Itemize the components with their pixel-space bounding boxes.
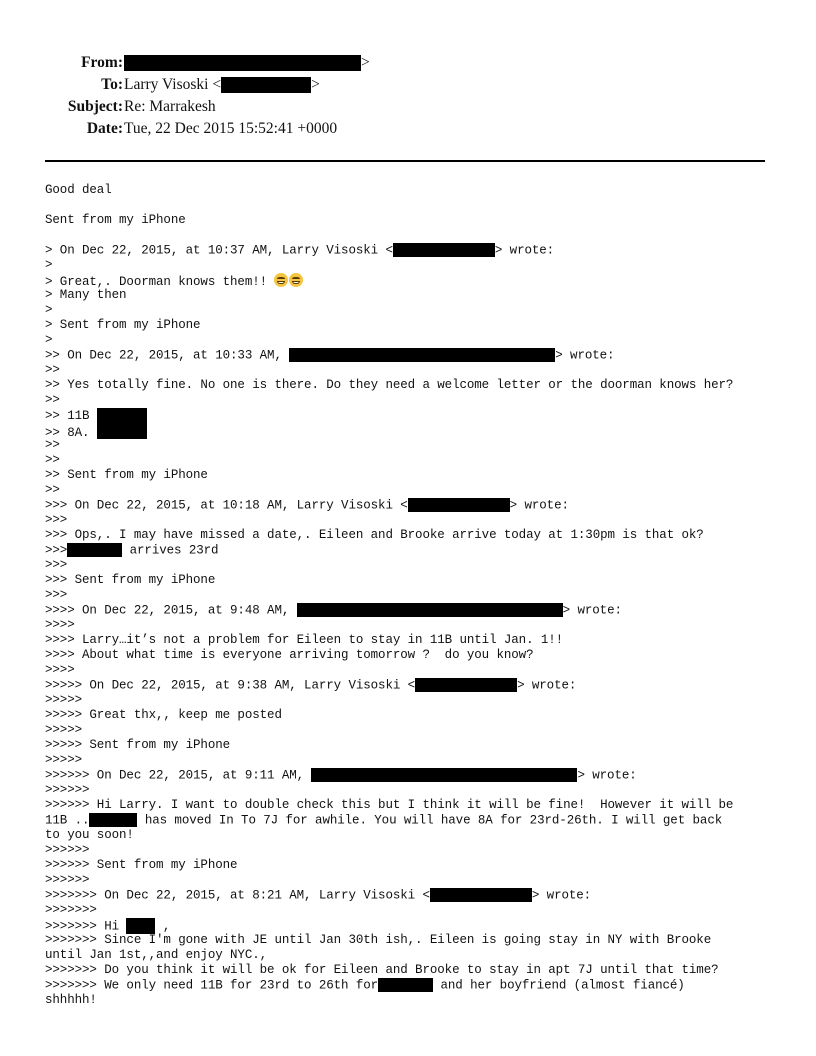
body-line: >>>>: [45, 618, 75, 632]
body-line: [45, 978, 685, 993]
body-line: >>>>: [45, 663, 75, 677]
body-line: [45, 408, 147, 424]
date-value: Tue, 22 Dec 2015 15:52:41 +0000: [124, 120, 338, 137]
body-line: >>>>>>> Since I'm gone with JE until Jan 30th ish,. Eileen is going stay in NY with Brooke: [45, 933, 712, 947]
quote-header-text: >>>>> On Dec 22, 2015, at 9:38 AM, Larry Visoski <: [45, 678, 416, 693]
body-line: >>>>>: [45, 753, 83, 767]
body-line: >>: [45, 438, 60, 452]
body-line: [45, 423, 147, 441]
redaction-block: [378, 978, 433, 992]
body-line: >>>: [45, 513, 68, 527]
quote-header-line: [45, 678, 576, 693]
quote-header-suffix: > wrote:: [509, 498, 569, 513]
quote-header-line: [45, 768, 637, 783]
redaction-block: [67, 543, 122, 557]
quote-header-text: >> On Dec 22, 2015, at 10:33 AM,: [45, 348, 290, 363]
body-line: >>>> Larry…it’s not a problem for Eileen to stay in 11B until Jan. 1!!: [45, 633, 564, 647]
body-line: >>>>>: [45, 723, 83, 737]
date-label: Date:: [86, 120, 123, 137]
body-line: >>> Sent from my iPhone: [45, 573, 216, 587]
body-text: >>>: [45, 543, 68, 558]
quote-header-line: [45, 888, 591, 903]
body-text: has moved In To 7J for awhile. You will have 8A for 23rd-26th. I will get back: [137, 813, 723, 828]
redaction-block: [311, 768, 577, 782]
body-line: >>>>>>: [45, 843, 90, 857]
body-line: >>>: [45, 588, 68, 602]
body-line: shhhhh!: [45, 993, 97, 1007]
body-line: >>>>>: [45, 693, 83, 707]
from-label: From:: [81, 54, 123, 71]
body-line: >: [45, 303, 53, 317]
quote-header-suffix: > wrote:: [577, 768, 637, 783]
header-divider: [45, 160, 765, 162]
body-line: Good deal: [45, 183, 112, 197]
quote-header-text: >>>>>>> On Dec 22, 2015, at 8:21 AM, Larry Visoski <: [45, 888, 430, 903]
to-label: To:: [101, 76, 123, 93]
body-text: >>>>>>> Hi: [45, 919, 127, 934]
subject-label: Subject:: [67, 98, 123, 115]
redaction-block: [89, 813, 137, 827]
redaction-block: [221, 77, 311, 93]
quote-header-suffix: > wrote:: [555, 348, 615, 363]
body-line: >>>>>> Hi Larry. I want to double check this but I think it will be fine! However it will be: [45, 798, 734, 812]
quote-header-suffix: > wrote:: [494, 243, 555, 258]
subject-value: Re: Marrakesh: [124, 98, 216, 115]
body-line: >>>>> Great thx,, keep me posted: [45, 708, 282, 722]
body-line: >>: [45, 363, 60, 377]
quote-header-text: > On Dec 22, 2015, at 10:37 AM, Larry Visoski <: [45, 243, 393, 258]
to-suffix: >: [311, 76, 320, 93]
body-line: >>> Ops,. I may have missed a date,. Eileen and Brooke arrive today at 1:30pm is that ok?: [45, 528, 704, 542]
redaction-block: [415, 678, 517, 692]
body-line: >>>>>>> Do you think it will be ok for Eileen and Brooke to stay in apt 7J until that time?: [45, 963, 719, 977]
quote-header-line: [45, 348, 614, 363]
to-value: Larry Visoski <: [124, 76, 222, 93]
body-line: >: [45, 333, 53, 347]
redaction-block: [393, 243, 495, 257]
body-line: >>>>>>: [45, 873, 90, 887]
body-text: ,: [155, 919, 171, 934]
quote-header-suffix: > wrote:: [562, 603, 622, 618]
body-line: >> Sent from my iPhone: [45, 468, 208, 482]
body-text: >> 8A.: [45, 426, 97, 440]
quote-header-line: [45, 603, 622, 618]
body-line: >>>>>>>: [45, 903, 97, 917]
body-line: >>>> About what time is everyone arriving tomorrow ? do you know?: [45, 648, 534, 662]
body-text: arrives 23rd: [122, 543, 219, 558]
grinning-face-emoji-icon: [274, 273, 288, 287]
body-text: > Great,. Doorman knows them!!: [45, 275, 275, 289]
body-line: >>: [45, 393, 60, 407]
from-suffix: >: [361, 54, 370, 71]
body-line: > Sent from my iPhone: [45, 318, 201, 332]
redaction-block: [297, 603, 563, 617]
body-line: >> Yes totally fine. No one is there. Do they need a welcome letter or the doorman knows her?: [45, 378, 734, 392]
redaction-block: [126, 918, 155, 934]
quote-header-text: >>> On Dec 22, 2015, at 10:18 AM, Larry Visoski <: [45, 498, 408, 513]
redaction-block: [408, 498, 510, 512]
body-line: >: [45, 258, 53, 272]
quote-header-line: [45, 243, 554, 258]
redaction-block: [97, 408, 147, 424]
body-line: >>>>> Sent from my iPhone: [45, 738, 231, 752]
body-text: >> 11B: [45, 409, 97, 423]
redaction-block: [430, 888, 532, 902]
body-line: >>: [45, 453, 60, 467]
quote-header-text: >>>>>> On Dec 22, 2015, at 9:11 AM,: [45, 768, 312, 783]
body-line: until Jan 1st,,and enjoy NYC.,: [45, 948, 268, 962]
body-text: and her boyfriend (almost fiancé): [433, 978, 685, 993]
body-line: > Many then: [45, 288, 127, 302]
redaction-block: [289, 348, 555, 362]
body-line: [45, 918, 170, 934]
body-line: >>>>>> Sent from my iPhone: [45, 858, 238, 872]
quote-header-text: >>>> On Dec 22, 2015, at 9:48 AM,: [45, 603, 297, 618]
body-line: >>>: [45, 558, 68, 572]
body-text: >>>>>>> We only need 11B for 23rd to 26th for: [45, 978, 379, 993]
body-line: [45, 813, 722, 828]
body-line: >>>>>>: [45, 783, 90, 797]
quote-header-suffix: > wrote:: [517, 678, 577, 693]
body-text: 11B ..: [45, 813, 90, 828]
grinning-face-emoji-icon: [289, 273, 303, 287]
quote-header-suffix: > wrote:: [531, 888, 592, 903]
quote-header-line: [45, 498, 569, 513]
body-line: to you soon!: [45, 828, 134, 842]
redaction-block: [97, 423, 147, 439]
body-line: >>: [45, 483, 60, 497]
redaction-block: [124, 55, 361, 71]
body-line: Sent from my iPhone: [45, 213, 186, 227]
body-line: [45, 543, 218, 558]
